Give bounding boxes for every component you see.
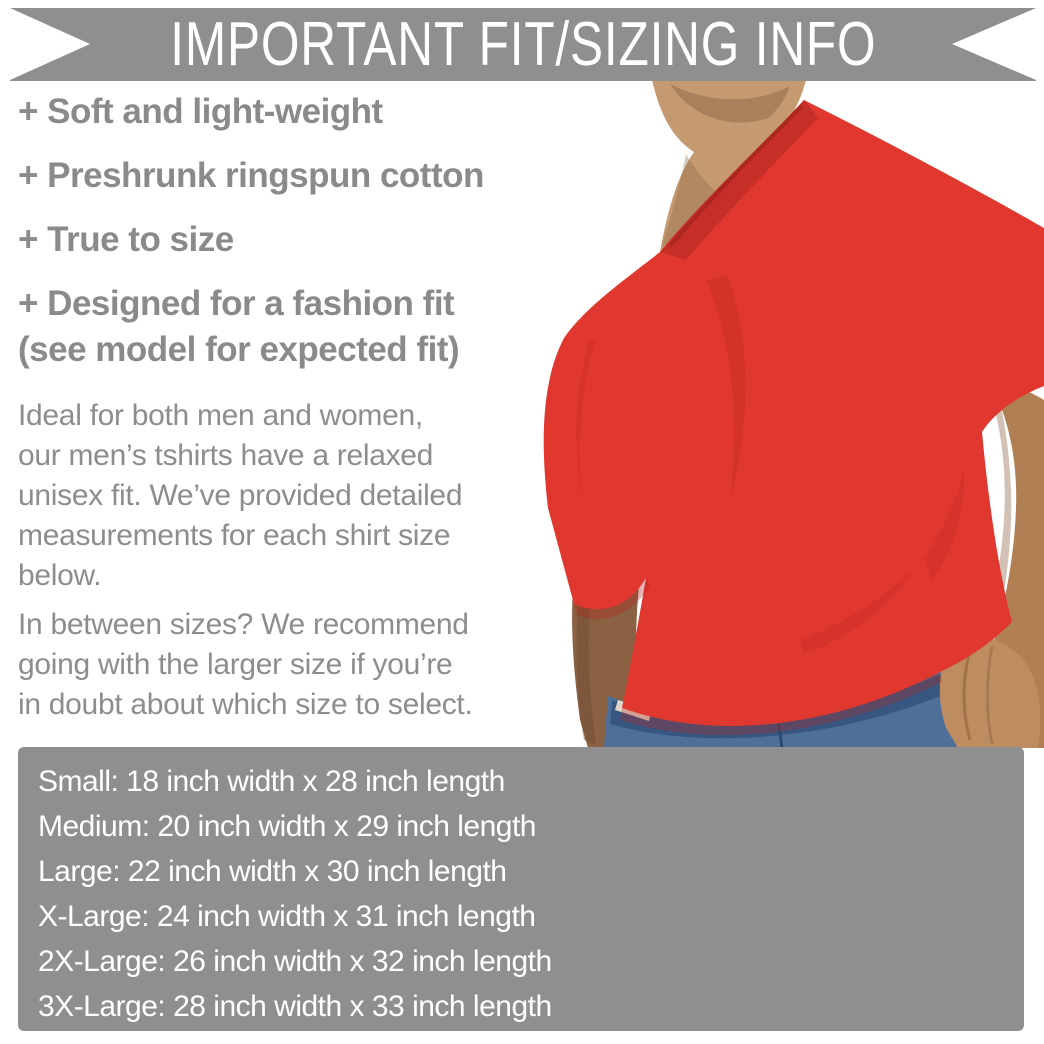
size-row: Medium: 20 inch width x 29 inch length [38, 810, 536, 843]
paragraph [18, 605, 472, 725]
size-chart-panel [18, 747, 1024, 1031]
size-row: 3X-Large: 28 inch width x 33 inch length [38, 990, 552, 1023]
feature-list [18, 94, 484, 368]
feature-item-subtext: (see model for expected fit) [18, 330, 460, 369]
paragraph [18, 396, 472, 596]
feature-item: + Preshrunk ringspun cotton [18, 156, 484, 195]
feature-item: + True to size [18, 220, 234, 259]
paragraph-line: our men’s tshirts have a relaxed [18, 439, 434, 472]
size-row: 2X-Large: 26 inch width x 32 inch length [38, 945, 552, 978]
feature-item: + Designed for a fashion fit [18, 284, 455, 323]
description-paragraphs [18, 396, 472, 734]
ribbon-banner [10, 8, 1036, 81]
paragraph-line: measurements for each shirt size [18, 519, 451, 552]
paragraph-line: Ideal for both men and women, [18, 399, 423, 432]
ribbon-notch-right-icon [952, 8, 1036, 80]
feature-item: + Soft and light-weight [18, 92, 383, 131]
paragraph-line: In between sizes? We recommend [18, 608, 469, 641]
model-photo [500, 80, 1044, 748]
banner-title: IMPORTANT FIT/SIZING INFO [169, 9, 877, 79]
paragraph-line: below. [18, 559, 102, 592]
paragraph-line: in doubt about which size to select. [18, 688, 473, 721]
size-chart-rows [18, 747, 1024, 1029]
size-row: X-Large: 24 inch width x 31 inch length [38, 900, 536, 933]
size-row: Large: 22 inch width x 30 inch length [38, 855, 507, 888]
ribbon-notch-left-icon [10, 8, 90, 80]
paragraph-line: going with the larger size if you’re [18, 648, 453, 681]
size-row: Small: 18 inch width x 28 inch length [38, 765, 505, 798]
paragraph-line: unisex fit. We’ve provided detailed [18, 479, 463, 512]
